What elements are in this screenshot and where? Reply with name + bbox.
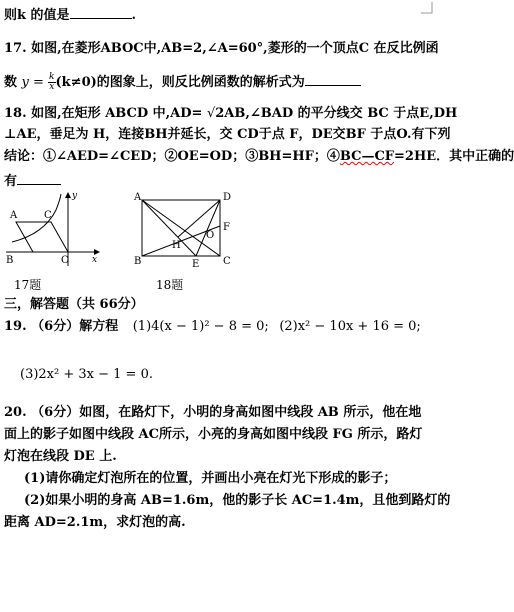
fig18-label-O: O xyxy=(206,230,215,241)
fig17-caption: 17题 xyxy=(14,278,42,292)
q17-answer-blank xyxy=(305,71,361,86)
fig18-label-A: A xyxy=(134,192,142,203)
q17-fraction xyxy=(48,73,55,92)
q19-eq3: (3)2x² + 3x − 1 = 0. xyxy=(20,367,153,382)
fig17-label-C: C xyxy=(44,210,52,221)
q17-frac-den: x xyxy=(49,82,55,92)
q16-tail xyxy=(4,4,136,25)
q17-line2 xyxy=(4,71,361,92)
section3-heading: 三，解答题（共 66分） xyxy=(4,297,144,312)
q20-sub1: (1)请你确定灯泡所在的位置，并画出小亮在灯光下形成的影子； xyxy=(24,471,397,486)
figure-18 xyxy=(128,190,234,270)
fig18-label-F: F xyxy=(223,222,230,233)
q18-line3-a: 结论：①∠AED=∠CED；②OE=OD；③BH=HF；④ xyxy=(4,149,340,164)
fig18-caption: 18题 xyxy=(156,278,184,292)
q19-line1 xyxy=(4,318,421,336)
fig18-label-B: B xyxy=(134,256,142,267)
q18-line3-b: =2HE．其中正确的 xyxy=(394,149,514,164)
q18-line3 xyxy=(4,148,514,166)
q16-end: . xyxy=(131,8,137,23)
q19-label: 19. （6分）解方程 xyxy=(4,319,119,334)
q18-line1 xyxy=(4,105,457,123)
q18-line4 xyxy=(4,170,61,191)
q18-line1-b: 2AB,∠BAD 的平分线交 BC 于点E,DH xyxy=(215,106,458,121)
q20-sub2: (2)如果小明的身高 AB=1.6m，他的影子长 AC=1.4m，且他到路灯的 xyxy=(24,493,451,508)
q20-sub3: 距离 AD=2.1m，求灯泡的高. xyxy=(4,515,186,530)
fig17-label-B: B xyxy=(6,255,14,266)
q18-line4-text: 有 xyxy=(4,174,18,189)
q17-line1: 17. 如图,在菱形ABOC中,AB=2,∠A=60°,菱形的一个顶点C 在反比例函 xyxy=(4,41,439,56)
q20-line2: 面上的影子如图中线段 AC所示，小亮的身高如图中线段 FG 所示，路灯 xyxy=(4,427,423,442)
fig18-label-E: E xyxy=(192,259,200,270)
q17-y-eq: y = xyxy=(21,75,49,90)
q16-answer-blank xyxy=(70,4,132,19)
fig17-label-y: y xyxy=(72,191,78,201)
q20-line3: 灯泡在线段 DE 上. xyxy=(4,449,117,464)
fig17-rhombus xyxy=(16,222,68,252)
fig17-label-O: O xyxy=(61,255,70,266)
q18-wavy-term: BC—CF xyxy=(339,149,395,164)
fig18-label-C: C xyxy=(223,256,231,267)
q19-eq1: (1)4(x − 1)² − 8 = 0; xyxy=(132,319,269,334)
fig18-label-H: H xyxy=(172,240,181,251)
q18-answer-blank xyxy=(17,170,61,185)
q17-frac-num: k xyxy=(49,72,55,82)
figure-17 xyxy=(4,190,104,268)
q19-eq2: (2)x² − 10x + 16 = 0; xyxy=(279,319,421,334)
fig17-hyperbola xyxy=(12,194,61,242)
fig17-label-x: x xyxy=(92,255,98,265)
corner-mark-icon xyxy=(421,2,433,14)
q20-line1: 20. （6分）如图，在路灯下，小明的身高如图中线段 AB 所示，他在地 xyxy=(4,405,422,420)
sqrt-icon: √ xyxy=(206,106,216,121)
q19-line2 xyxy=(20,366,153,384)
q17-pre: 数 xyxy=(4,75,22,90)
fig17-y-arrow-icon xyxy=(65,192,71,198)
fig17-label-A: A xyxy=(10,210,18,221)
q17-post: (k≠0)的图象上，则反比例函数的解析式为 xyxy=(55,75,305,90)
q16-text: 则k 的值是 xyxy=(4,8,70,23)
fig18-label-D: D xyxy=(223,192,232,203)
q18-line1-a: 18. 如图,在矩形 ABCD 中,AD= xyxy=(4,106,207,121)
q18-line2: ⊥AE，垂足为 H，连接BH并延长，交 CD于点 F，DE交BF 于点O.有下列 xyxy=(4,127,451,142)
